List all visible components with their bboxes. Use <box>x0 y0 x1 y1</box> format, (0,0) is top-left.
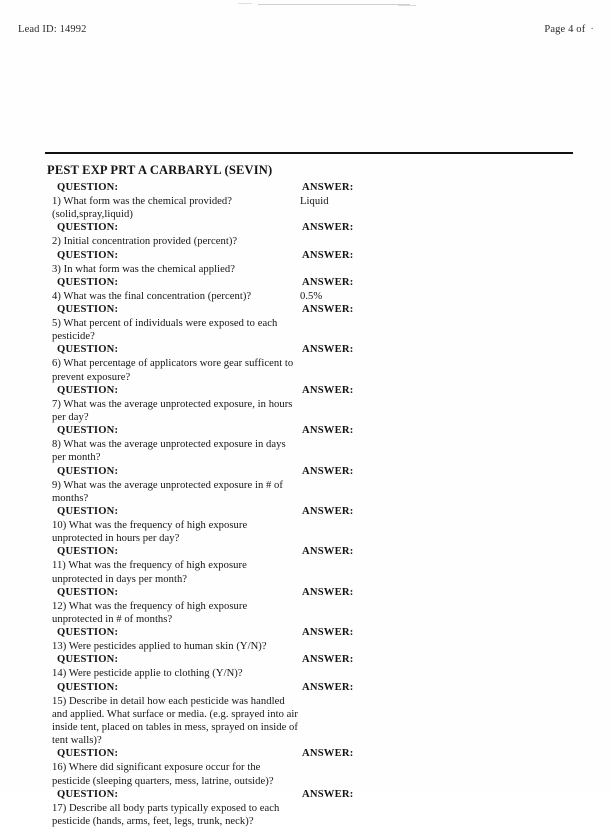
scan-artifact-line <box>258 4 410 5</box>
answer-label: ANSWER: <box>302 681 354 693</box>
qa-value-row <box>45 559 573 585</box>
qa-item <box>45 789 573 828</box>
question-text: 16) Where did significant exposure occur for the pesticide (sleeping quarters, mess, latrine, outside)? <box>52 762 274 787</box>
question-label: QUESTION: <box>57 384 119 396</box>
lead-id-text: Lead ID: 14992 <box>18 24 87 35</box>
question-label: QUESTION: <box>57 249 119 261</box>
qa-label-row <box>45 682 573 695</box>
qa-value-row <box>45 640 573 653</box>
qa-item <box>45 385 573 424</box>
question-label: QUESTION: <box>57 344 119 356</box>
qa-label-row <box>45 344 573 357</box>
answer-label: ANSWER: <box>302 344 354 356</box>
question-label: QUESTION: <box>57 506 119 518</box>
qa-value-row <box>45 290 573 303</box>
page-number-text <box>544 24 594 35</box>
question-label: QUESTION: <box>57 304 119 316</box>
qa-label-row <box>45 654 573 667</box>
qa-item <box>45 682 573 748</box>
question-label: QUESTION: <box>57 465 119 477</box>
answer-label: ANSWER: <box>302 384 354 396</box>
qa-value-row <box>45 761 573 787</box>
horizontal-rule <box>45 152 573 154</box>
qa-label-row <box>45 385 573 398</box>
qa-label-row <box>45 546 573 559</box>
question-text: 4) What was the final concentration (percent)? <box>52 290 252 302</box>
question-label: QUESTION: <box>57 546 119 558</box>
qa-item <box>45 466 573 505</box>
question-label: QUESTION: <box>57 681 119 693</box>
qa-item <box>45 654 573 680</box>
question-label: QUESTION: <box>57 788 119 800</box>
answer-label: ANSWER: <box>302 222 354 234</box>
question-label: QUESTION: <box>57 627 119 639</box>
qa-item <box>45 304 573 343</box>
qa-item <box>45 748 573 787</box>
question-text: 1) What form was the chemical provided?(solid,spray,liquid) <box>52 196 233 221</box>
qa-value-row <box>45 438 573 464</box>
qa-label-row <box>45 748 573 761</box>
qa-value-row <box>45 195 573 221</box>
qa-value-row <box>45 235 573 248</box>
qa-label-row <box>45 182 573 195</box>
page-header <box>0 24 611 38</box>
qa-label-row <box>45 627 573 640</box>
question-text: 13) Were pesticides applied to human skin (Y/N)? <box>52 641 267 653</box>
question-label: QUESTION: <box>57 425 119 437</box>
scan-artifact-line <box>238 3 252 4</box>
answer-label: ANSWER: <box>302 627 354 639</box>
qa-label-row <box>45 466 573 479</box>
question-text: 17) Describe all body parts typically exposed to each pesticide (hands, arms, feet, legs, trunk, neck)? <box>52 802 280 828</box>
qa-value-row <box>45 600 573 626</box>
qa-value-row <box>45 317 573 343</box>
question-label: QUESTION: <box>57 586 119 598</box>
answer-label: ANSWER: <box>302 654 354 666</box>
qa-value-row <box>45 398 573 424</box>
answer-label: ANSWER: <box>302 182 354 193</box>
document-body <box>45 152 573 829</box>
answer-label: ANSWER: <box>302 249 354 261</box>
qa-item <box>45 277 573 303</box>
qa-label-row <box>45 587 573 600</box>
answer-label: ANSWER: <box>302 425 354 437</box>
qa-label-row <box>45 506 573 519</box>
question-text: 9) What was the average unprotected exposure in # of months? <box>52 479 283 504</box>
answer-value: 0.5% <box>300 290 323 302</box>
qa-label-row <box>45 222 573 235</box>
qa-label-row <box>45 277 573 290</box>
qa-label-row <box>45 304 573 317</box>
answer-label: ANSWER: <box>302 506 354 518</box>
answer-label: ANSWER: <box>302 276 354 288</box>
question-label: QUESTION: <box>57 276 119 288</box>
answer-label: ANSWER: <box>302 465 354 477</box>
qa-label-row <box>45 250 573 263</box>
question-text: 5) What percent of individuals were exposed to each pesticide? <box>52 318 278 343</box>
page-title: PEST EXP PRT A CARBARYL (SEVIN) <box>47 163 273 177</box>
question-text: 8) What was the average unprotected exposure in days per month? <box>52 439 286 464</box>
qa-label-row <box>45 789 573 802</box>
question-label: QUESTION: <box>57 222 119 234</box>
question-answer-list <box>45 182 573 828</box>
answer-value: Liquid <box>300 196 329 207</box>
answer-label: ANSWER: <box>302 748 354 760</box>
question-text: 3) In what form was the chemical applied? <box>52 263 235 275</box>
question-label: QUESTION: <box>57 748 119 760</box>
scan-artifact-line <box>398 5 416 6</box>
qa-value-row <box>45 519 573 545</box>
qa-item <box>45 627 573 653</box>
question-label: QUESTION: <box>57 654 119 666</box>
qa-item <box>45 182 573 221</box>
answer-label: ANSWER: <box>302 546 354 558</box>
qa-value-row <box>45 357 573 383</box>
qa-item <box>45 250 573 276</box>
qa-item <box>45 506 573 545</box>
answer-label: ANSWER: <box>302 304 354 316</box>
qa-label-row <box>45 425 573 438</box>
question-text: 11) What was the frequency of high exposure unprotected in days per month? <box>52 560 247 585</box>
qa-item <box>45 546 573 585</box>
qa-value-row <box>45 695 573 748</box>
qa-value-row <box>45 479 573 505</box>
question-text: 10) What was the frequency of high exposure unprotected in hours per day? <box>52 520 248 545</box>
question-text: 6) What percentage of applicators wore gear sufficent to prevent exposure? <box>52 358 294 383</box>
qa-item <box>45 222 573 248</box>
qa-item <box>45 425 573 464</box>
question-label: QUESTION: <box>57 182 119 193</box>
qa-value-row <box>45 802 573 828</box>
qa-item <box>45 344 573 383</box>
question-text: 12) What was the frequency of high exposure unprotected in # of months? <box>52 600 248 626</box>
qa-value-row <box>45 667 573 680</box>
answer-label: ANSWER: <box>302 586 354 598</box>
question-text: 7) What was the average unprotected exposure, in hours per day? <box>52 398 293 424</box>
page-total-mark: · <box>590 24 594 35</box>
question-text: 14) Were pesticide applie to clothing (Y/N)? <box>52 668 243 680</box>
question-text: 15) Describe in detail how each pesticide was handled and applied. What surface or media. (e.g. sprayed into air inside tent, placed on tables in mess, sprayed on inside of tent walls)? <box>52 695 298 747</box>
page-number-label: Page 4 of <box>544 24 586 35</box>
question-text: 2) Initial concentration provided (percent)? <box>52 236 238 248</box>
qa-item <box>45 587 573 626</box>
qa-value-row <box>45 263 573 276</box>
answer-label: ANSWER: <box>302 788 354 800</box>
